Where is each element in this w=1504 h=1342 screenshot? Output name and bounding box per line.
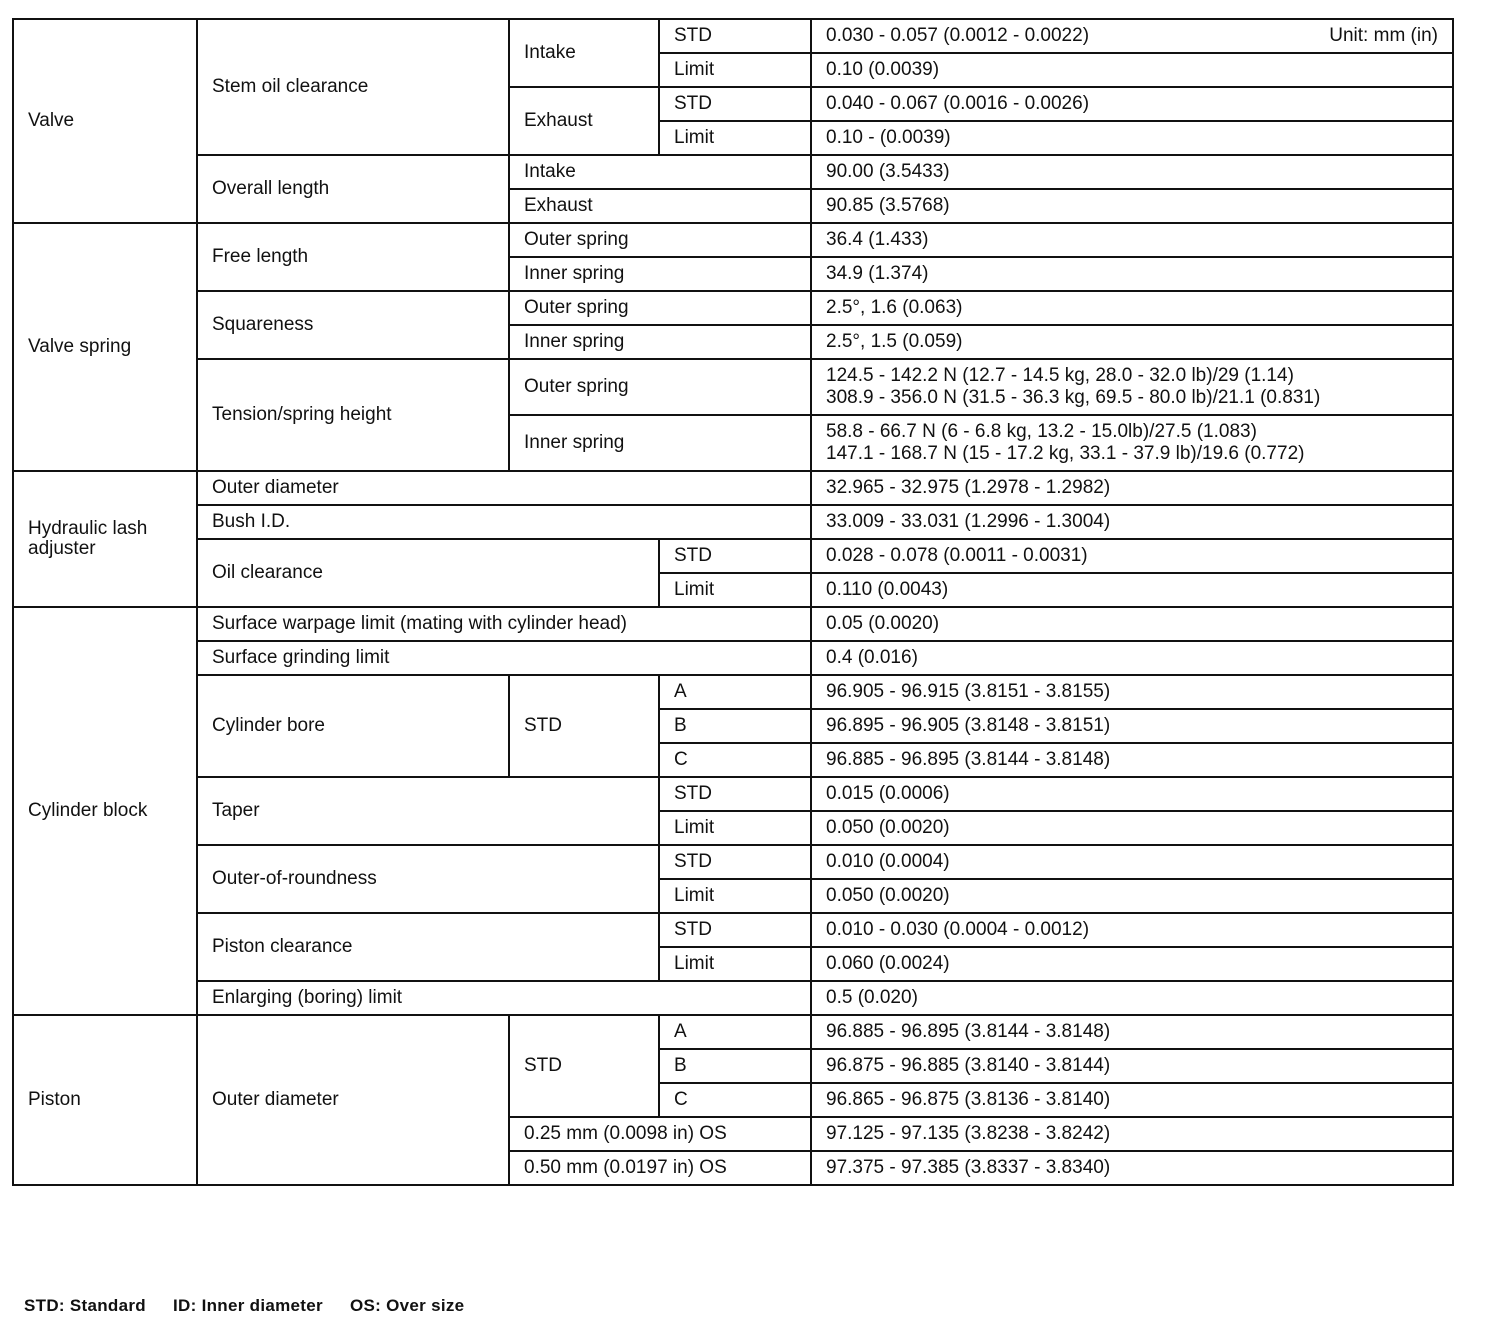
section-valve: Valve	[13, 19, 197, 223]
table-row	[13, 539, 1453, 573]
oversize-050-value: 97.375 - 97.385 (3.8337 - 3.8340)	[811, 1151, 1453, 1185]
out-of-roundness-label: Outer-of-roundness	[197, 845, 659, 913]
outer-spring-label: Outer spring	[509, 359, 811, 415]
exhaust-limit-value: 0.10 - (0.0039)	[811, 121, 1453, 155]
piston-outer-diameter-label: Outer diameter	[197, 1015, 509, 1185]
table-row	[13, 1015, 1453, 1049]
spec-table	[12, 18, 1454, 1186]
surface-grinding-value: 0.4 (0.016)	[811, 641, 1453, 675]
tension-outer-line-1: 124.5 - 142.2 N (12.7 - 14.5 kg, 28.0 - 32.0 lb)/29 (1.14)	[826, 365, 1294, 386]
free-outer-value: 36.4 (1.433)	[811, 223, 1453, 257]
enlarging-label: Enlarging (boring) limit	[197, 981, 811, 1015]
outer-diameter-label: Outer diameter	[197, 471, 811, 505]
std-label: STD	[659, 845, 811, 879]
table-row	[13, 471, 1453, 505]
bore-a-value: 96.905 - 96.915 (3.8151 - 3.8155)	[811, 675, 1453, 709]
grade-c-label: C	[659, 743, 811, 777]
bush-id-value: 33.009 - 33.031 (1.2996 - 1.3004)	[811, 505, 1453, 539]
std-label: STD	[659, 913, 811, 947]
table-row	[13, 607, 1453, 641]
limit-label: Limit	[659, 53, 811, 87]
oversize-050-label: 0.50 mm (0.0197 in) OS	[509, 1151, 811, 1185]
std-label: STD	[509, 675, 659, 777]
tension-label: Tension/spring height	[197, 359, 509, 471]
table-row	[13, 981, 1453, 1015]
grade-a-label: A	[659, 675, 811, 709]
value-cell	[811, 19, 1453, 53]
od-b-value: 96.875 - 96.885 (3.8140 - 3.8144)	[811, 1049, 1453, 1083]
enlarging-value: 0.5 (0.020)	[811, 981, 1453, 1015]
bore-b-value: 96.895 - 96.905 (3.8148 - 3.8151)	[811, 709, 1453, 743]
section-cylinder-block: Cylinder block	[13, 607, 197, 1015]
exhaust-label: Exhaust	[509, 189, 811, 223]
table-row	[13, 291, 1453, 325]
id-abbreviation: ID: Inner diameter	[173, 1296, 323, 1315]
std-label: STD	[659, 19, 811, 53]
std-abbreviation: STD: Standard	[24, 1296, 146, 1315]
intake-limit-value: 0.10 (0.0039)	[811, 53, 1453, 87]
outer-spring-label: Outer spring	[509, 223, 811, 257]
section-piston: Piston	[13, 1015, 197, 1185]
abbreviations-footer	[24, 1296, 486, 1316]
std-label: STD	[659, 777, 811, 811]
overall-exhaust-value: 90.85 (3.5768)	[811, 189, 1453, 223]
std-label: STD	[509, 1015, 659, 1117]
table-row	[13, 359, 1453, 415]
taper-std-value: 0.015 (0.0006)	[811, 777, 1453, 811]
grade-b-label: B	[659, 1049, 811, 1083]
intake-std-value: 0.030 - 0.057 (0.0012 - 0.0022)	[826, 25, 1090, 46]
outer-spring-label: Outer spring	[509, 291, 811, 325]
limit-label: Limit	[659, 121, 811, 155]
oor-limit-value: 0.050 (0.0020)	[811, 879, 1453, 913]
exhaust-label: Exhaust	[509, 87, 659, 155]
intake-label: Intake	[509, 155, 811, 189]
square-outer-value: 2.5°, 1.6 (0.063)	[811, 291, 1453, 325]
inner-spring-label: Inner spring	[509, 257, 811, 291]
tension-inner-line-1: 58.8 - 66.7 N (6 - 6.8 kg, 13.2 - 15.0lb)/27.5 (1.083)	[826, 421, 1257, 442]
taper-limit-value: 0.050 (0.0020)	[811, 811, 1453, 845]
table-row	[13, 155, 1453, 189]
exhaust-std-value: 0.040 - 0.067 (0.0016 - 0.0026)	[811, 87, 1453, 121]
oor-std-value: 0.010 (0.0004)	[811, 845, 1453, 879]
piston-clearance-label: Piston clearance	[197, 913, 659, 981]
grade-c-label: C	[659, 1083, 811, 1117]
overall-intake-value: 90.00 (3.5433)	[811, 155, 1453, 189]
surface-warpage-value: 0.05 (0.0020)	[811, 607, 1453, 641]
table-row	[13, 845, 1453, 879]
std-label: STD	[659, 539, 811, 573]
limit-label: Limit	[659, 879, 811, 913]
inner-spring-label: Inner spring	[509, 415, 811, 471]
tension-inner-line-2: 147.1 - 168.7 N (15 - 17.2 kg, 33.1 - 37.9 lb)/19.6 (0.772)	[826, 443, 1305, 464]
pc-limit-value: 0.060 (0.0024)	[811, 947, 1453, 981]
grade-a-label: A	[659, 1015, 811, 1049]
overall-length-label: Overall length	[197, 155, 509, 223]
table-row	[13, 505, 1453, 539]
unit-label: Unit: mm (in)	[1329, 25, 1438, 46]
grade-b-label: B	[659, 709, 811, 743]
std-label: STD	[659, 87, 811, 121]
hla-outer-diameter-value: 32.965 - 32.975 (1.2978 - 1.2982)	[811, 471, 1453, 505]
table-row	[13, 641, 1453, 675]
table-row	[13, 675, 1453, 709]
oversize-025-label: 0.25 mm (0.0098 in) OS	[509, 1117, 811, 1151]
limit-label: Limit	[659, 573, 811, 607]
bush-id-label: Bush I.D.	[197, 505, 811, 539]
od-c-value: 96.865 - 96.875 (3.8136 - 3.8140)	[811, 1083, 1453, 1117]
taper-label: Taper	[197, 777, 659, 845]
bore-c-value: 96.885 - 96.895 (3.8144 - 3.8148)	[811, 743, 1453, 777]
surface-warpage-label: Surface warpage limit (mating with cylinder head)	[197, 607, 811, 641]
limit-label: Limit	[659, 947, 811, 981]
table-row	[13, 913, 1453, 947]
tension-outer-value	[811, 359, 1453, 415]
free-length-label: Free length	[197, 223, 509, 291]
oversize-025-value: 97.125 - 97.135 (3.8238 - 3.8242)	[811, 1117, 1453, 1151]
tension-inner-value	[811, 415, 1453, 471]
cylinder-bore-label: Cylinder bore	[197, 675, 509, 777]
os-abbreviation: OS: Over size	[349, 1296, 465, 1315]
section-hydraulic-lash-adjuster: Hydraulic lash adjuster	[13, 471, 197, 607]
oil-clearance-label: Oil clearance	[197, 539, 659, 607]
oil-limit-value: 0.110 (0.0043)	[811, 573, 1453, 607]
table-row	[13, 777, 1453, 811]
table-row	[13, 223, 1453, 257]
table-row	[13, 19, 1453, 53]
square-inner-value: 2.5°, 1.5 (0.059)	[811, 325, 1453, 359]
stem-oil-clearance-label: Stem oil clearance	[197, 19, 509, 155]
inner-spring-label: Inner spring	[509, 325, 811, 359]
free-inner-value: 34.9 (1.374)	[811, 257, 1453, 291]
pc-std-value: 0.010 - 0.030 (0.0004 - 0.0012)	[811, 913, 1453, 947]
limit-label: Limit	[659, 811, 811, 845]
tension-outer-line-2: 308.9 - 356.0 N (31.5 - 36.3 kg, 69.5 - 80.0 lb)/21.1 (0.831)	[826, 387, 1321, 408]
oil-std-value: 0.028 - 0.078 (0.0011 - 0.0031)	[811, 539, 1453, 573]
squareness-label: Squareness	[197, 291, 509, 359]
intake-label: Intake	[509, 19, 659, 87]
section-valve-spring: Valve spring	[13, 223, 197, 471]
surface-grinding-label: Surface grinding limit	[197, 641, 811, 675]
od-a-value: 96.885 - 96.895 (3.8144 - 3.8148)	[811, 1015, 1453, 1049]
